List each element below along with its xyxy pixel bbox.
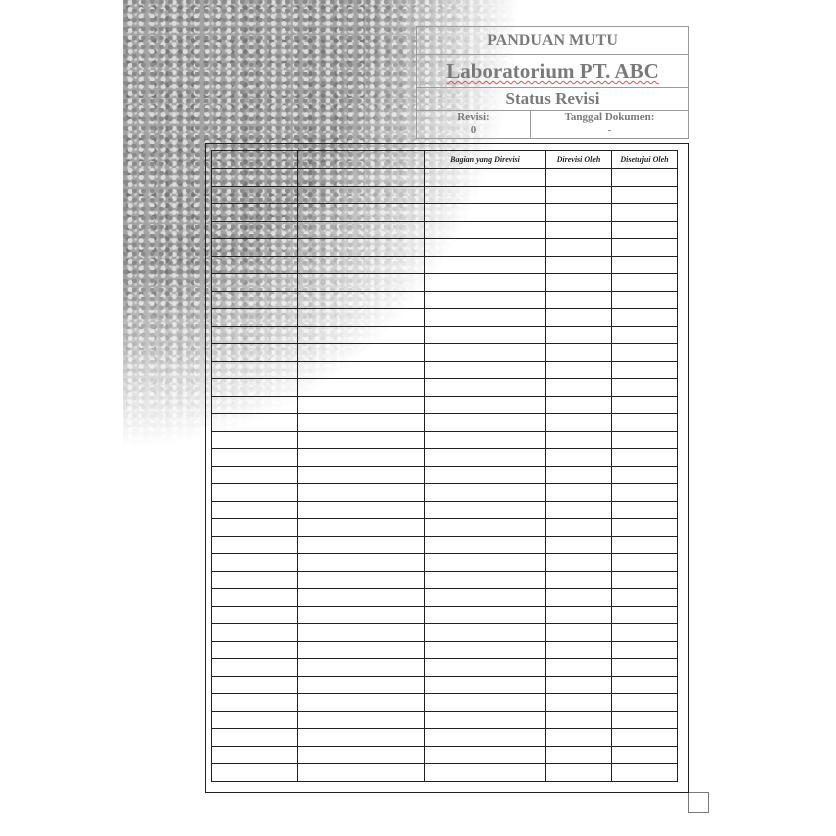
table-row [212,361,678,379]
table-cell[interactable] [298,659,425,677]
table-cell[interactable] [212,379,298,397]
table-cell[interactable] [612,519,678,537]
table-cell[interactable] [612,221,678,239]
table-cell[interactable] [425,186,546,204]
table-cell[interactable] [612,589,678,607]
table-cell[interactable] [425,606,546,624]
table-cell[interactable] [425,746,546,764]
table-cell[interactable] [425,466,546,484]
table-cell[interactable] [546,274,612,292]
table-cell[interactable] [546,624,612,642]
table-row [212,466,678,484]
table-cell[interactable] [298,396,425,414]
table-cell[interactable] [612,169,678,187]
table-cell[interactable] [212,309,298,327]
page-checkbox[interactable] [688,792,709,813]
table-cell[interactable] [546,326,612,344]
table-cell[interactable] [612,536,678,554]
table-cell[interactable] [298,501,425,519]
table-header-row [212,151,678,169]
table-cell[interactable] [612,449,678,467]
table-cell[interactable] [546,501,612,519]
table-cell[interactable] [212,466,298,484]
table-cell[interactable] [546,344,612,362]
table-cell[interactable] [298,519,425,537]
table-cell[interactable] [212,291,298,309]
table-cell[interactable] [546,186,612,204]
table-row [212,746,678,764]
table-cell[interactable] [298,291,425,309]
table-cell[interactable] [425,501,546,519]
document-date-value: - [607,124,612,136]
table-row [212,641,678,659]
table-cell[interactable] [546,571,612,589]
table-cell[interactable] [546,676,612,694]
table-cell[interactable] [546,746,612,764]
table-row [212,309,678,327]
table-row [212,501,678,519]
table-cell[interactable] [425,274,546,292]
revision-label: Revisi: [457,111,490,123]
table-cell[interactable] [212,396,298,414]
table-cell[interactable] [612,711,678,729]
table-cell[interactable] [546,204,612,222]
table-row [212,186,678,204]
column-header-approved-by: Disetujui Oleh [612,151,678,169]
table-cell[interactable] [298,466,425,484]
table-cell[interactable] [212,694,298,712]
table-cell[interactable] [298,606,425,624]
table-cell[interactable] [546,256,612,274]
table-cell[interactable] [612,414,678,432]
table-cell[interactable] [425,396,546,414]
table-cell[interactable] [612,309,678,327]
table-row [212,711,678,729]
table-cell[interactable] [298,221,425,239]
table-cell[interactable] [425,291,546,309]
revision-info-row [417,111,688,138]
table-cell[interactable] [546,291,612,309]
table-cell[interactable] [212,764,298,782]
table-cell[interactable] [612,344,678,362]
table-cell[interactable] [212,221,298,239]
table-cell[interactable] [212,554,298,572]
table-row [212,764,678,782]
table-cell[interactable] [298,256,425,274]
table-cell[interactable] [546,396,612,414]
document-title: PANDUAN MUTU [417,27,688,55]
table-cell[interactable] [212,624,298,642]
table-cell[interactable] [212,256,298,274]
table-cell[interactable] [298,431,425,449]
table-row [212,239,678,257]
table-row [212,519,678,537]
table-cell[interactable] [298,571,425,589]
table-row [212,326,678,344]
table-cell[interactable] [298,414,425,432]
table-cell[interactable] [546,519,612,537]
column-header [212,151,298,169]
revision-status-table [211,150,678,782]
table-cell[interactable] [546,659,612,677]
table-cell[interactable] [298,344,425,362]
table-cell[interactable] [298,326,425,344]
table-row [212,256,678,274]
table-cell[interactable] [546,379,612,397]
table-row [212,624,678,642]
table-row [212,414,678,432]
table-cell[interactable] [298,729,425,747]
table-cell[interactable] [298,274,425,292]
table-cell[interactable] [425,379,546,397]
table-cell[interactable] [298,711,425,729]
document-date-label: Tanggal Dokumen: [564,111,655,123]
table-cell[interactable] [298,536,425,554]
table-cell[interactable] [298,589,425,607]
table-cell[interactable] [425,414,546,432]
table-cell[interactable] [612,361,678,379]
table-cell[interactable] [298,169,425,187]
table-cell[interactable] [298,676,425,694]
table-cell[interactable] [425,169,546,187]
table-cell[interactable] [546,694,612,712]
table-cell[interactable] [612,764,678,782]
table-row [212,344,678,362]
table-row [212,169,678,187]
table-cell[interactable] [612,606,678,624]
table-row [212,536,678,554]
table-cell[interactable] [212,641,298,659]
table-cell[interactable] [298,554,425,572]
table-cell[interactable] [212,659,298,677]
table-cell[interactable] [612,676,678,694]
table-cell[interactable] [425,641,546,659]
table-row [212,606,678,624]
table-cell[interactable] [298,309,425,327]
table-row [212,379,678,397]
table-cell[interactable] [612,186,678,204]
table-cell[interactable] [612,431,678,449]
table-cell[interactable] [546,239,612,257]
table-cell[interactable] [298,361,425,379]
table-cell[interactable] [425,676,546,694]
table-cell[interactable] [612,571,678,589]
table-cell[interactable] [546,484,612,502]
table-cell[interactable] [546,641,612,659]
table-row [212,589,678,607]
table-cell[interactable] [425,326,546,344]
table-row [212,694,678,712]
table-cell[interactable] [425,711,546,729]
table-cell[interactable] [612,466,678,484]
document-date-cell [531,111,688,138]
table-cell[interactable] [298,746,425,764]
table-cell[interactable] [298,379,425,397]
table-cell[interactable] [298,694,425,712]
column-header-revised-by: Direvisi Oleh [546,151,612,169]
table-cell[interactable] [425,431,546,449]
table-cell[interactable] [212,414,298,432]
company-name: Laboratorium PT. ABC [417,55,688,88]
table-row [212,204,678,222]
table-cell[interactable] [212,676,298,694]
table-cell[interactable] [425,536,546,554]
table-body [212,169,678,782]
table-cell[interactable] [212,589,298,607]
table-cell[interactable] [612,256,678,274]
table-cell[interactable] [212,274,298,292]
table-cell[interactable] [425,729,546,747]
table-cell[interactable] [425,694,546,712]
table-row [212,274,678,292]
table-cell[interactable] [546,764,612,782]
table-cell[interactable] [212,729,298,747]
table-cell[interactable] [425,659,546,677]
table-cell[interactable] [546,729,612,747]
table-cell[interactable] [612,274,678,292]
table-cell[interactable] [212,484,298,502]
table-row [212,396,678,414]
table-cell[interactable] [212,326,298,344]
table-cell[interactable] [212,169,298,187]
table-cell[interactable] [212,501,298,519]
table-cell[interactable] [546,466,612,484]
table-row [212,221,678,239]
table-row [212,676,678,694]
table-cell[interactable] [546,554,612,572]
column-header-revised-section: Bagian yang Direvisi [425,151,546,169]
table-cell[interactable] [546,449,612,467]
table-cell[interactable] [425,571,546,589]
table-cell[interactable] [612,624,678,642]
table-cell[interactable] [425,554,546,572]
table-cell[interactable] [425,361,546,379]
table-cell[interactable] [546,309,612,327]
table-row [212,729,678,747]
table-cell[interactable] [612,641,678,659]
table-cell[interactable] [612,379,678,397]
table-cell[interactable] [612,746,678,764]
table-row [212,484,678,502]
table-cell[interactable] [212,186,298,204]
table-cell[interactable] [425,344,546,362]
table-cell[interactable] [612,239,678,257]
table-cell[interactable] [425,589,546,607]
table-cell[interactable] [425,221,546,239]
table-cell[interactable] [612,659,678,677]
table-cell[interactable] [212,711,298,729]
table-cell[interactable] [546,431,612,449]
table-cell[interactable] [425,239,546,257]
table-cell[interactable] [212,746,298,764]
table-cell[interactable] [546,589,612,607]
table-cell[interactable] [298,764,425,782]
table-cell[interactable] [212,536,298,554]
table-cell[interactable] [546,711,612,729]
table-cell[interactable] [298,624,425,642]
table-cell[interactable] [425,204,546,222]
table-cell[interactable] [298,484,425,502]
table-cell[interactable] [546,536,612,554]
table-cell[interactable] [212,344,298,362]
table-cell[interactable] [425,624,546,642]
table-cell[interactable] [612,204,678,222]
table-cell[interactable] [612,396,678,414]
table-cell[interactable] [212,519,298,537]
table-cell[interactable] [212,431,298,449]
table-cell[interactable] [212,204,298,222]
table-cell[interactable] [546,606,612,624]
table-cell[interactable] [212,606,298,624]
section-title: Status Revisi [417,88,688,111]
table-cell[interactable] [612,326,678,344]
table-cell[interactable] [612,291,678,309]
revision-value: 0 [470,124,477,136]
table-cell[interactable] [212,361,298,379]
revision-cell [417,111,531,138]
table-row [212,659,678,677]
table-cell[interactable] [425,449,546,467]
table-cell[interactable] [425,764,546,782]
table-cell[interactable] [612,729,678,747]
table-cell[interactable] [425,484,546,502]
table-cell[interactable] [546,169,612,187]
table-cell[interactable] [212,449,298,467]
table-cell[interactable] [298,449,425,467]
table-cell[interactable] [546,414,612,432]
table-cell[interactable] [425,309,546,327]
table-cell[interactable] [612,694,678,712]
table-cell[interactable] [612,501,678,519]
table-cell[interactable] [612,554,678,572]
table-cell[interactable] [425,519,546,537]
column-header [298,151,425,169]
table-cell[interactable] [298,204,425,222]
document-header [416,26,689,139]
table-row [212,571,678,589]
table-cell[interactable] [212,571,298,589]
table-row [212,431,678,449]
table-cell[interactable] [298,186,425,204]
table-row [212,554,678,572]
table-row [212,449,678,467]
revision-table-frame [205,143,689,793]
table-cell[interactable] [425,256,546,274]
table-cell[interactable] [612,484,678,502]
table-row [212,291,678,309]
table-cell[interactable] [298,641,425,659]
table-cell[interactable] [546,221,612,239]
table-cell[interactable] [546,361,612,379]
table-cell[interactable] [298,239,425,257]
table-cell[interactable] [212,239,298,257]
